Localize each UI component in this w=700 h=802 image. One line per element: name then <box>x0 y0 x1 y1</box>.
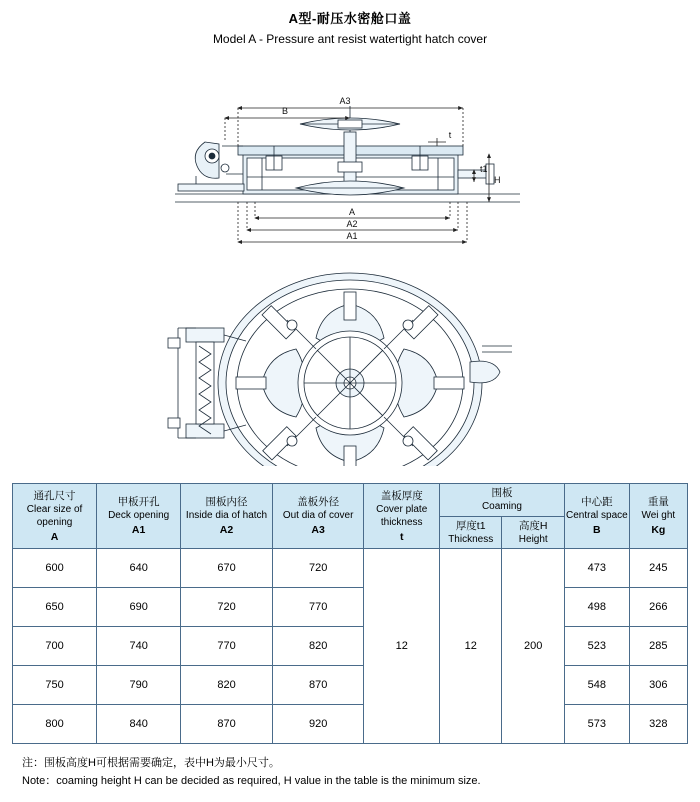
col-head-a: 通孔尺寸 Clear size of opening A <box>13 484 97 549</box>
cell-h: 200 <box>502 549 565 744</box>
table-header-row-1 <box>13 484 688 517</box>
col-head-a1: 甲板开孔 Deck opening A1 <box>97 484 181 549</box>
col-head-height-h: 高度H Height <box>502 516 565 549</box>
cell-b: 498 <box>565 588 630 627</box>
page-title-en: Model A - Pressure ant resist watertight hatch cover <box>212 32 488 46</box>
cell-weight: 306 <box>629 666 687 705</box>
technical-drawing <box>0 46 700 466</box>
cell-a: 800 <box>13 705 97 744</box>
cell-a3: 720 <box>272 549 364 588</box>
cell-t1: 12 <box>439 549 502 744</box>
cell-a: 750 <box>13 666 97 705</box>
dim-label-a3: A3 <box>339 96 351 106</box>
table-row <box>13 549 688 588</box>
dim-label-a1: A1 <box>346 231 358 241</box>
cell-b: 523 <box>565 627 630 666</box>
cell-a1: 790 <box>97 666 181 705</box>
cell-a3: 820 <box>272 627 364 666</box>
cell-a2: 770 <box>181 627 273 666</box>
cell-b: 473 <box>565 549 630 588</box>
col-head-t: 盖板厚度 Cover plate thickness t <box>364 484 439 549</box>
cell-t: 12 <box>364 549 439 744</box>
cell-weight: 285 <box>629 627 687 666</box>
note-zh: 注：围板高度H可根据需要确定，表中H为最小尺寸。 <box>22 757 280 769</box>
cell-a2: 720 <box>181 588 273 627</box>
cell-weight: 245 <box>629 549 687 588</box>
dim-label-b: B <box>281 106 289 116</box>
table-row <box>13 588 688 627</box>
cell-a3: 870 <box>272 666 364 705</box>
cell-a2: 670 <box>181 549 273 588</box>
cell-a1: 640 <box>97 549 181 588</box>
col-head-coaming-group: 围板 Coaming <box>439 484 564 517</box>
cell-weight: 328 <box>629 705 687 744</box>
table-row <box>13 705 688 744</box>
cell-a3: 770 <box>272 588 364 627</box>
cell-a2: 870 <box>181 705 273 744</box>
cell-b: 548 <box>565 666 630 705</box>
col-head-weight: 重量 Wei ght Kg <box>629 484 687 549</box>
dim-label-t: t <box>448 130 452 140</box>
cell-a1: 740 <box>97 627 181 666</box>
table-row <box>13 666 688 705</box>
cell-a: 700 <box>13 627 97 666</box>
cell-weight: 266 <box>629 588 687 627</box>
cell-b: 573 <box>565 705 630 744</box>
notes <box>22 755 682 790</box>
col-head-thickness-t1: 厚度t1 Thickness <box>439 516 502 549</box>
cell-a3: 920 <box>272 705 364 744</box>
cell-a1: 840 <box>97 705 181 744</box>
spec-table-wrap <box>12 483 688 744</box>
dim-label-a2: A2 <box>346 219 358 229</box>
spec-table <box>12 483 688 744</box>
cell-a1: 690 <box>97 588 181 627</box>
cell-a2: 820 <box>181 666 273 705</box>
cell-a: 650 <box>13 588 97 627</box>
note-en: Note：coaming height H can be decided as required, H value in the table is the minimum size. <box>22 774 481 787</box>
cell-a: 600 <box>13 549 97 588</box>
table-row <box>13 627 688 666</box>
drawing-svg <box>0 46 700 466</box>
page-title-zh: A型-耐压水密舱口盖 <box>288 11 412 26</box>
dim-label-a: A <box>348 207 356 217</box>
col-head-a3: 盖板外径 Out dia of cover A3 <box>272 484 364 549</box>
dim-label-t1: t1 <box>480 164 488 174</box>
dim-label-h: H <box>494 175 501 185</box>
col-head-a2: 围板内径 Inside dia of hatch A2 <box>181 484 273 549</box>
col-head-b: 中心距 Central space B <box>565 484 630 549</box>
